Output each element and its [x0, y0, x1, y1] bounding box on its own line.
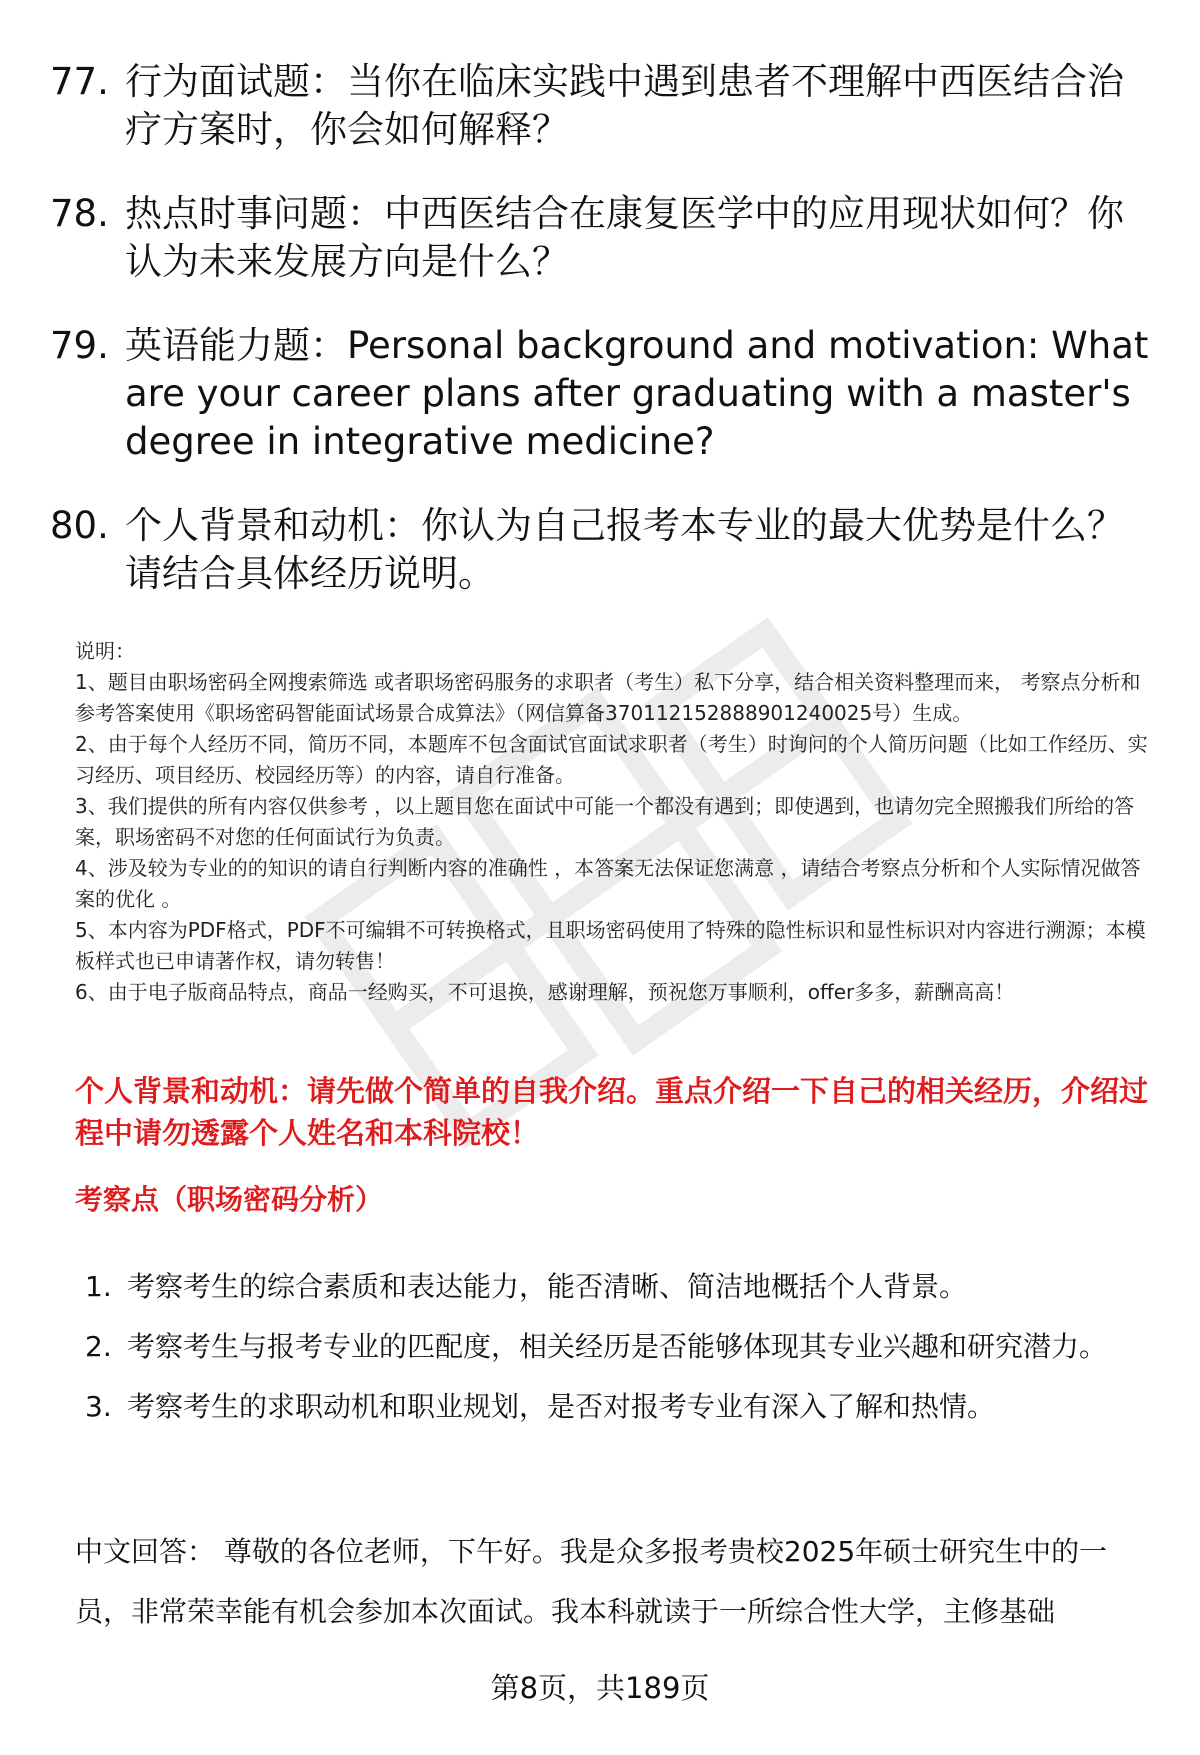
analysis-point	[85, 1377, 1145, 1437]
point-text: 考察考生的综合素质和表达能力，能否清晰、简洁地概括个人背景。	[127, 1270, 968, 1303]
note-item: 5、本内容为PDF格式，PDF不可编辑不可转换格式，且职场密码使用了特殊的隐性标识和显性标识对内容进行溯源；本模板样式也已申请著作权，请勿转售！	[75, 918, 1146, 973]
question-item	[50, 322, 1150, 466]
note-item: 6、由于电子版商品特点，商品一经购买，不可退换，感谢理解，预祝您万事顺利，offer多多，薪酬高高！	[75, 980, 1015, 1004]
notes-title: 说明：	[75, 639, 135, 663]
question-text: 热点时事问题：中西医结合在康复医学中的应用现状如何？你认为未来发展方向是什么？	[125, 192, 1124, 283]
point-text: 考察考生的求职动机和职业规划，是否对报考专业有深入了解和热情。	[127, 1390, 996, 1423]
point-text: 考察考生与报考专业的匹配度，相关经历是否能够体现其专业兴趣和研究潜力。	[127, 1330, 1108, 1363]
analysis-points	[85, 1257, 1145, 1437]
answer-text: 中文回答： 尊敬的各位老师，下午好。我是众多报考贵校2025年硕士研究生中的一员，非常荣幸能有机会参加本次面试。我本科就读于一所综合性大学，主修基础	[75, 1535, 1108, 1628]
analysis-point	[85, 1257, 1145, 1317]
point-number: 3.	[85, 1390, 112, 1423]
note-item: 4、涉及较为专业的的知识的请自行判断内容的准确性 ，本答案无法保证您满意 ，请结合考察点分析和个人实际情况做答案的优化 。	[75, 856, 1141, 911]
question-number: 80.	[50, 504, 109, 547]
question-text: 个人背景和动机：你认为自己报考本专业的最大优势是什么？请结合具体经历说明。	[125, 504, 1124, 595]
point-number: 2.	[85, 1330, 112, 1363]
question-list	[50, 58, 1150, 634]
note-item: 2、由于每个人经历不同，简历不同，本题库不包含面试官面试求职者（考生）时询问的个人简历问题（比如工作经历、实习经历、项目经历、校园经历等）的内容，请自行准备。	[75, 732, 1148, 787]
analysis-heading: 考察点（职场密码分析）	[75, 1183, 384, 1216]
question-item	[50, 58, 1150, 154]
note-item: 1、题目由职场密码全网搜索筛选 或者职场密码服务的求职者（考生）私下分享，结合相关资料整理而来， 考察点分析和参考答案使用《职场密码智能面试场景合成算法》（网信算备370112152888901240025号）生成。	[75, 670, 1141, 725]
question-number: 79.	[50, 324, 109, 367]
notes-block	[75, 636, 1155, 1008]
point-number: 1.	[85, 1270, 112, 1303]
question-text: 行为面试题：当你在临床实践中遇到患者不理解中西医结合治疗方案时，你会如何解释？	[125, 60, 1124, 151]
question-item	[50, 190, 1150, 286]
question-text: 英语能力题：Personal background and motivation: What are your career plans after graduating with a master's degree in integrative medicine?	[125, 324, 1149, 463]
question-number: 78.	[50, 192, 109, 235]
question-number: 77.	[50, 60, 109, 103]
question-item	[50, 502, 1150, 598]
highlight-question: 个人背景和动机：请先做个简单的自我介绍。重点介绍一下自己的相关经历，介绍过程中请勿透露个人姓名和本科院校！	[75, 1074, 1149, 1150]
page-footer: 第8页，共189页	[490, 1671, 710, 1705]
analysis-point	[85, 1317, 1145, 1377]
note-item: 3、我们提供的所有内容仅供参考 ，以上题目您在面试中可能一个都没有遇到；即使遇到，也请勿完全照搬我们所给的答案，职场密码不对您的任何面试行为负责。	[75, 794, 1135, 849]
